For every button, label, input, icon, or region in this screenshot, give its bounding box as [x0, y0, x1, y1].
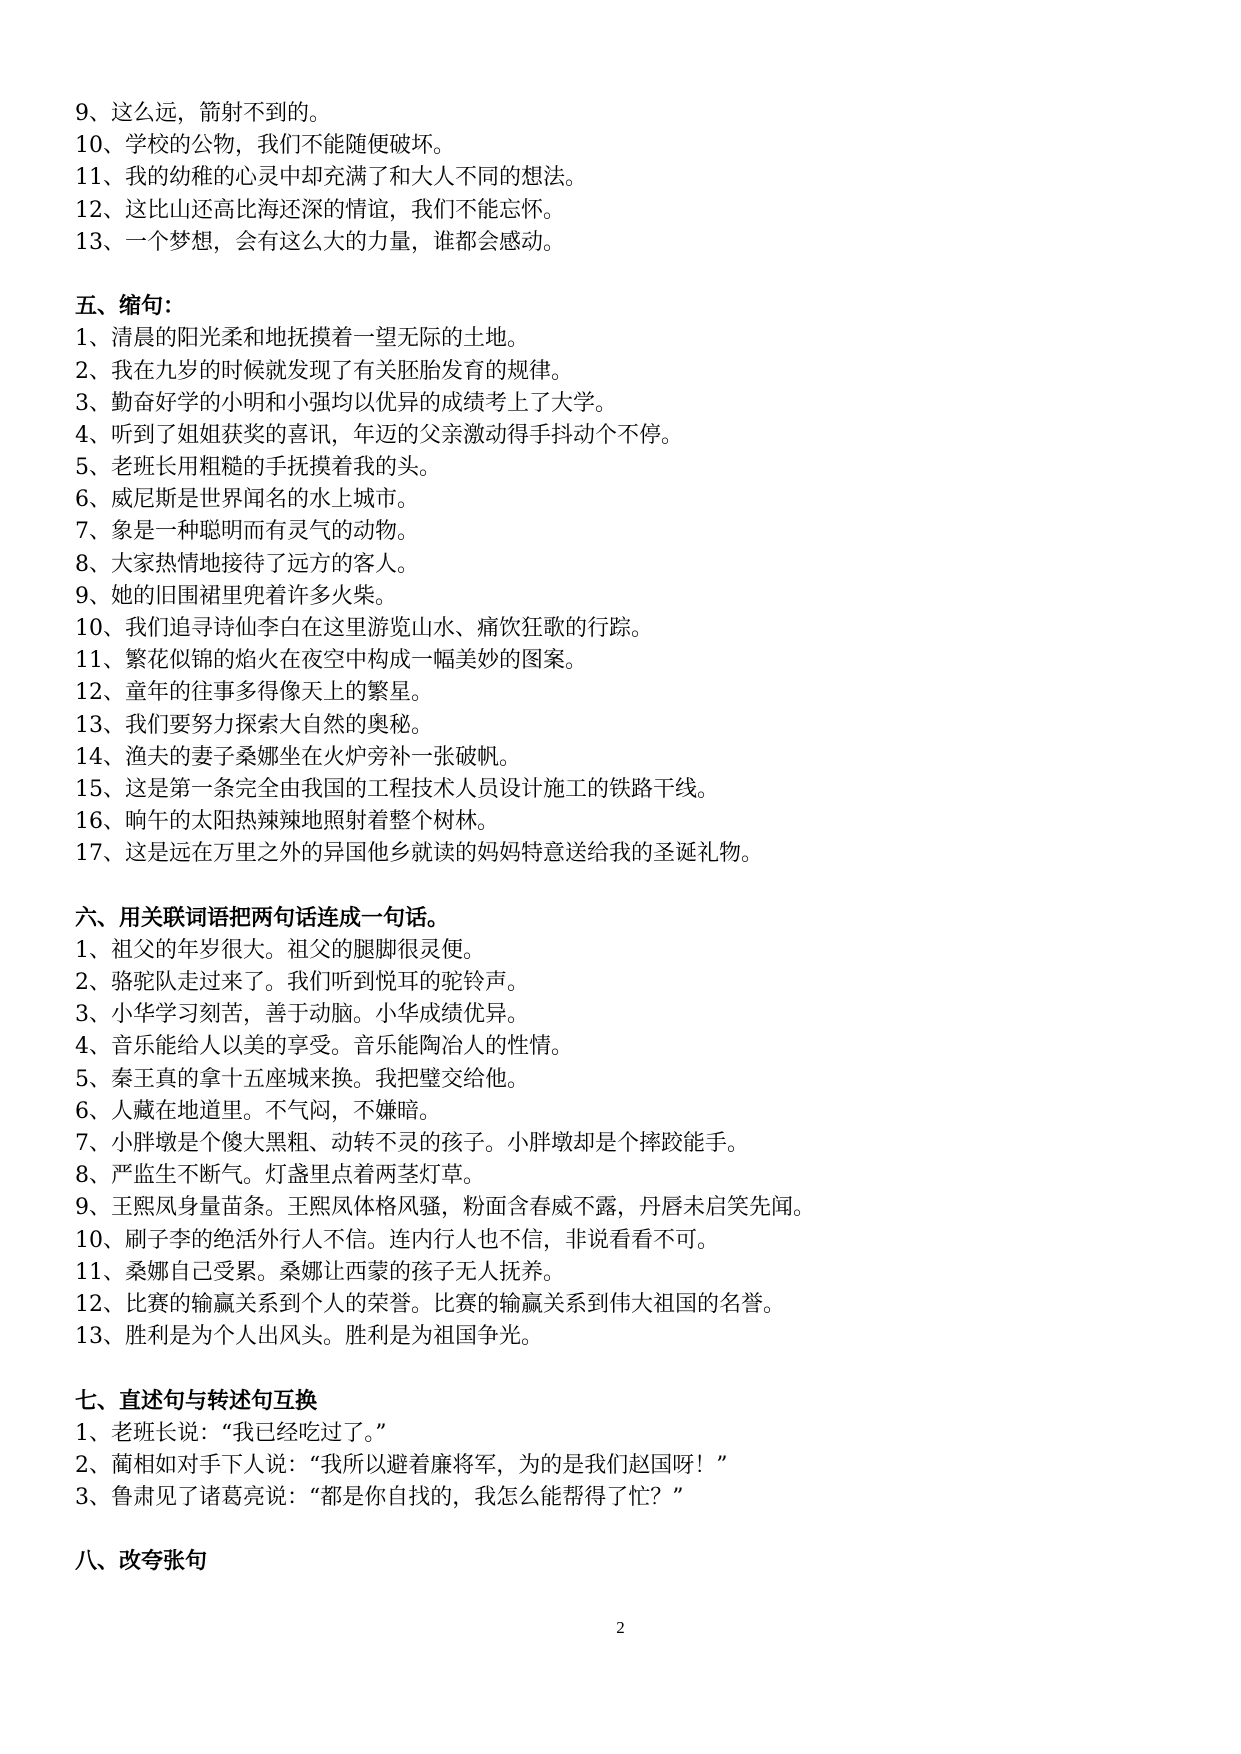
section-join-sentences: [75, 903, 1165, 1354]
list-item: 3、鲁肃见了诸葛亮说：“都是你自找的，我怎么能帮得了忙？”: [75, 1485, 684, 1511]
list-item: 17、这是远在万里之外的异国他乡就读的妈妈特意送给我的圣诞礼物。: [75, 841, 763, 867]
list-item: 13、一个梦想，会有这么大的力量，谁都会感动。: [75, 229, 565, 255]
list-item: 4、听到了姐姐获奖的喜讯，年迈的父亲激动得手抖动个不停。: [75, 422, 683, 448]
section-heading: 八、改夸张句: [75, 1549, 208, 1575]
list-item: 12、童年的往事多得像天上的繁星。: [75, 680, 433, 706]
section-heading: 六、用关联词语把两句话连成一句话。: [75, 905, 450, 931]
section-heading: 五、缩句：: [75, 294, 186, 320]
list-item: 10、学校的公物，我们不能随便破坏。: [75, 133, 455, 159]
list-item: 13、我们要努力探索大自然的奥秘。: [75, 712, 433, 738]
section-condense-sentences: [75, 291, 1165, 870]
list-item: 1、老班长说：“我已经吃过了。”: [75, 1420, 387, 1446]
list-item: 9、这么远，箭射不到的。: [75, 101, 331, 126]
list-item: 11、繁花似锦的焰火在夜空中构成一幅美妙的图案。: [75, 648, 587, 674]
list-item: 7、小胖墩是个傻大黑粗、动转不灵的孩子。小胖墩却是个摔跤能手。: [75, 1131, 749, 1156]
spacer: [75, 871, 1165, 903]
list-item: 14、渔夫的妻子桑娜坐在火炉旁补一张破帆。: [75, 744, 521, 770]
spacer: [75, 259, 1165, 291]
page-number: 2: [616, 1618, 625, 1637]
section-exaggeration: [75, 1546, 1165, 1578]
section-continuation: [75, 98, 1165, 259]
list-item: 8、严监生不断气。灯盏里点着两茎灯草。: [75, 1163, 485, 1189]
list-item: 2、我在九岁的时候就发现了有关胚胎发育的规律。: [75, 358, 573, 384]
list-item: 15、这是第一条完全由我国的工程技术人员设计施工的铁路干线。: [75, 776, 719, 802]
list-item: 1、清晨的阳光柔和地抚摸着一望无际的土地。: [75, 326, 529, 352]
list-item: 12、比赛的输赢关系到个人的荣誉。比赛的输赢关系到伟大祖国的名誉。: [75, 1291, 785, 1317]
list-item: 13、胜利是为个人出风头。胜利是为祖国争光。: [75, 1324, 543, 1350]
list-item: 9、她的旧围裙里兜着许多火柴。: [75, 583, 397, 609]
list-item: 16、晌午的太阳热辣辣地照射着整个树林。: [75, 809, 499, 835]
list-item: 2、骆驼队走过来了。我们听到悦耳的驼铃声。: [75, 970, 529, 996]
list-item: 5、秦王真的拿十五座城来换。我把璧交给他。: [75, 1066, 529, 1092]
list-item: 10、刷子李的绝活外行人不信。连内行人也不信，非说看看不可。: [75, 1227, 719, 1253]
spacer: [75, 1514, 1165, 1546]
list-item: 2、蔺相如对手下人说：“我所以避着廉将军，为的是我们赵国呀！”: [75, 1452, 728, 1478]
list-item: 6、威尼斯是世界闻名的水上城市。: [75, 487, 419, 513]
spacer: [75, 1353, 1165, 1385]
list-item: 5、老班长用粗糙的手抚摸着我的头。: [75, 455, 441, 481]
list-item: 11、我的幼稚的心灵中却充满了和大人不同的想法。: [75, 165, 587, 191]
page-content: [75, 98, 1165, 1579]
section-direct-indirect-speech: [75, 1386, 1165, 1515]
list-item: 12、这比山还高比海还深的情谊，我们不能忘怀。: [75, 197, 565, 223]
list-item: 1、祖父的年岁很大。祖父的腿脚很灵便。: [75, 937, 485, 963]
list-item: 3、小华学习刻苦，善于动脑。小华成绩优异。: [75, 1002, 529, 1028]
list-item: 11、桑娜自己受累。桑娜让西蒙的孩子无人抚养。: [75, 1259, 565, 1285]
list-item: 8、大家热情地接待了远方的客人。: [75, 551, 419, 577]
section-heading: 七、直述句与转述句互换: [75, 1388, 318, 1414]
list-item: 10、我们追寻诗仙李白在这里游览山水、痛饮狂歌的行踪。: [75, 616, 653, 641]
list-item: 6、人藏在地道里。不气闷，不嫌暗。: [75, 1098, 441, 1124]
list-item: 3、勤奋好学的小明和小强均以优异的成绩考上了大学。: [75, 390, 617, 416]
list-item: 7、象是一种聪明而有灵气的动物。: [75, 519, 419, 545]
list-item: 9、王熙凤身量苗条。王熙凤体格风骚，粉面含春威不露，丹唇未启笑先闻。: [75, 1195, 815, 1221]
list-item: 4、音乐能给人以美的享受。音乐能陶冶人的性情。: [75, 1034, 573, 1060]
